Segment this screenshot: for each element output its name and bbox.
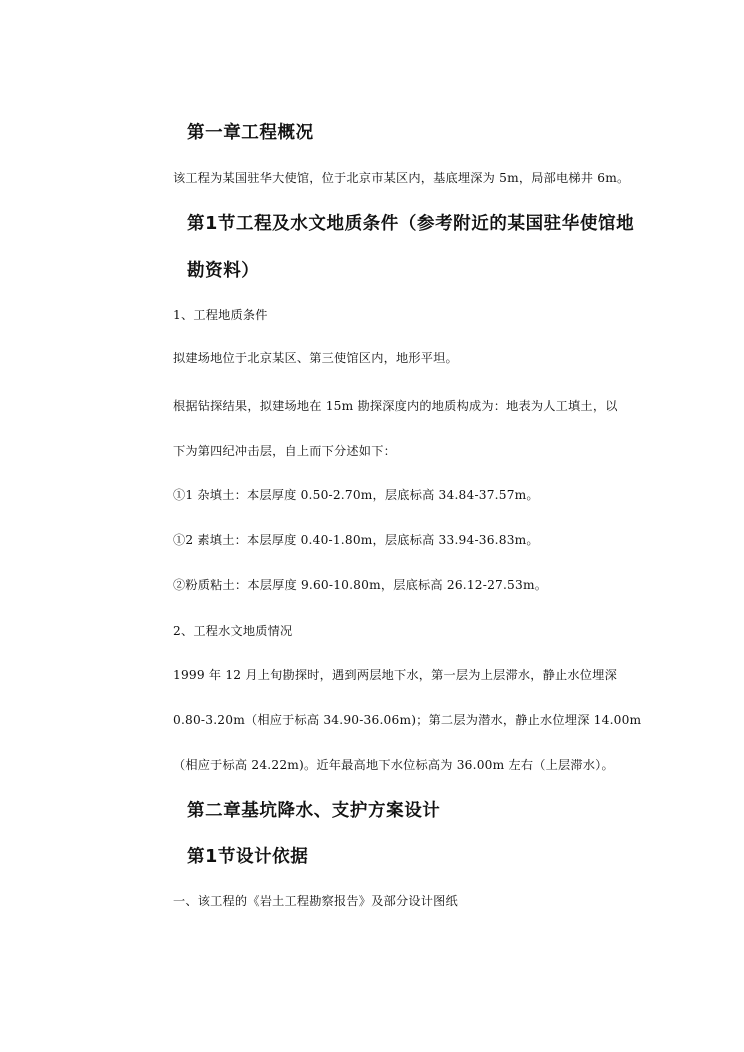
soil-layer-2: ②粉质粘土：本层厚度 9.60-10.80m，层底标高 26.12-27.53m。 [173,578,548,592]
subsection-1-paragraph-1: 拟建场地位于北京某区、第三使馆区内，地形平坦。 [173,351,458,365]
subsection-2-paragraph-line-2: 0.80-3.20m（相应于标高 34.90-36.06m)；第二层为潜水，静止水位埋深 14.00m [173,713,642,727]
section-2-title: 第1节设计依据 [187,847,309,867]
chapter-1-intro: 该工程为某国驻华大使馆，位于北京市某区内，基底埋深为 5m，局部电梯井 6m。 [173,171,630,185]
design-basis-item-1: 一、该工程的《岩土工程勘察报告》及部分设计图纸 [173,894,458,908]
soil-layer-1-2: ①2 素填土：本层厚度 0.40-1.80m，层底标高 33.94-36.83m。 [173,533,539,547]
subsection-1-paragraph-2-line-1: 根据钻探结果，拟建场地在 15m 勘探深度内的地质构成为：地表为人工填土，以 [173,399,618,413]
section-1-title-line-1: 第1节工程及水文地质条件（参考附近的某国驻华使馆地 [187,214,635,234]
section-1-title-line-2: 勘资料） [187,261,260,281]
chapter-1-title: 第一章工程概况 [187,123,314,143]
subsection-2-paragraph-line-1: 1999 年 12 月上旬勘探时，遇到两层地下水，第一层为上层滞水，静止水位埋深 [173,668,617,682]
subsection-1-paragraph-2-line-2: 下为第四纪冲击层，自上而下分述如下： [173,444,396,458]
subsection-2-heading: 2、工程水文地质情况 [173,624,293,638]
subsection-1-heading: 1、工程地质条件 [173,308,268,322]
soil-layer-1-1: ①1 杂填土：本层厚度 0.50-2.70m，层底标高 34.84-37.57m。 [173,488,539,502]
chapter-2-title: 第二章基坑降水、支护方案设计 [187,801,441,821]
subsection-2-paragraph-line-3: （相应于标高 24.22m)。近年最高地下水位标高为 36.00m 左右（上层滞水）。 [173,758,614,772]
